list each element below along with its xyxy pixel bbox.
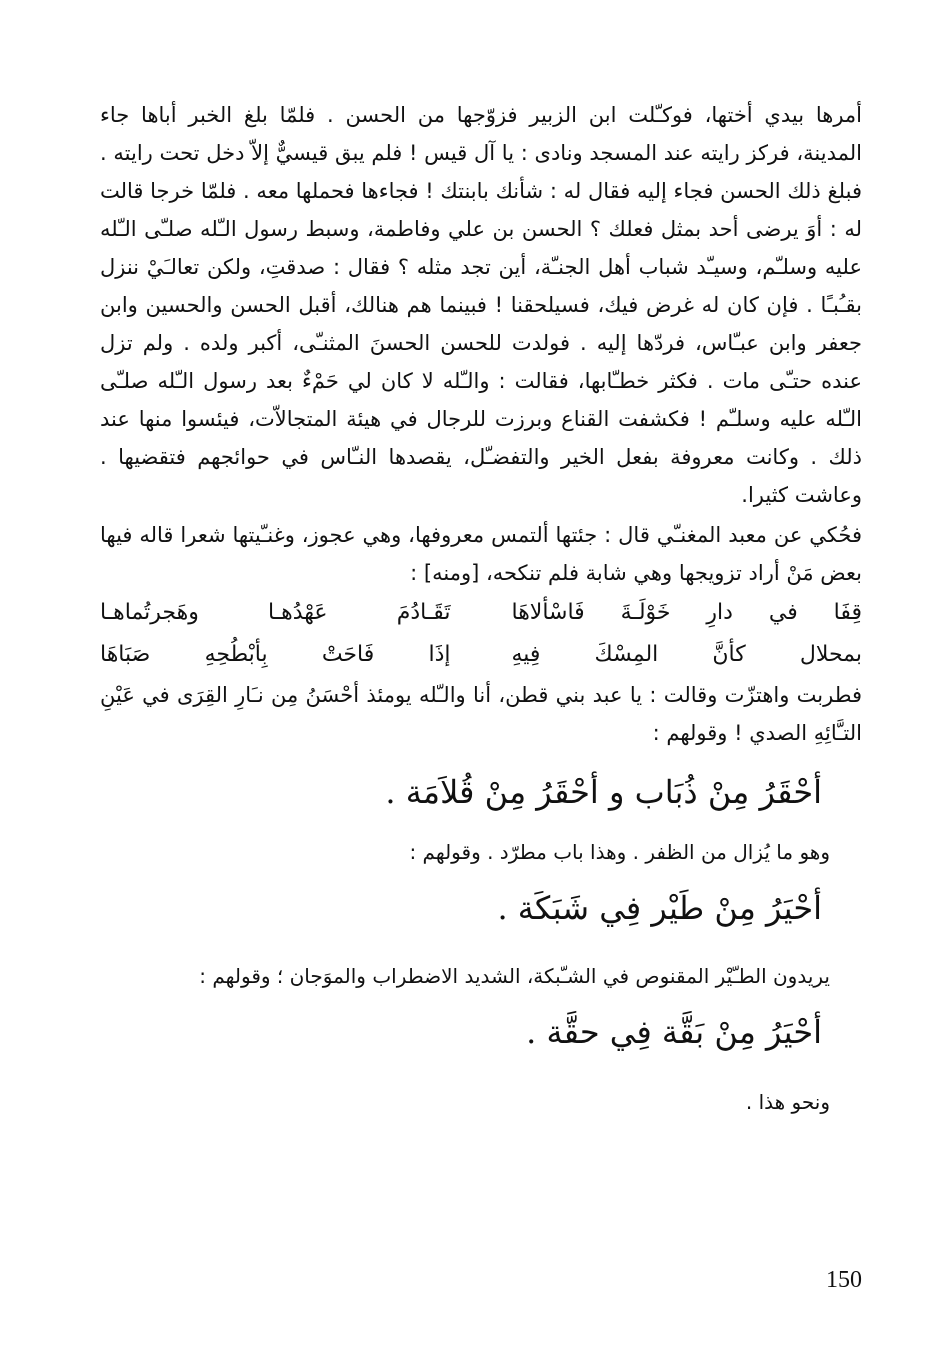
poem-verse-2	[100, 634, 862, 676]
verse-1-first-hemistich: قِفَا في دارِ خَوْلَـةَ فَاسْألاهَا	[511, 600, 862, 625]
paragraph-after-poem: فطربت واهتزّت وقالت : يا عبد بني قطن، أنا والـّله يومئذ أحْسَنُ مِن نـَارِ القِرَى في عَيْنِ التـَّائِهِ الصدي ! وقولهم :	[100, 683, 862, 745]
verse-1-second-hemistich: تَقَـادُمَ عَهْدُهـا وهَجرتُماهـا	[100, 600, 451, 625]
poem	[100, 592, 862, 676]
proverb-3: أحْيَرُ مِنْ بَقَّة فِي حقَّة .	[526, 1013, 822, 1051]
page-number: 150	[826, 1267, 862, 1293]
proverb-1: أحْقَرُ مِنْ ذُبَاب و أحْقَرُ مِنْ قُلاَمَة .	[385, 773, 822, 811]
proverb-3-gloss: ونحو هذا .	[745, 1090, 830, 1114]
document-page	[100, 96, 862, 1118]
poem-verse-1	[100, 592, 862, 634]
paragraph-maabad: فحُكي عن معبد المغنـّي قال : جئتها ألتمس معروفها، وهي عجوز، وغنـّيتها شعرا قاله فيها بعض مَنْ أراد تزويجها وهي شابة فلم تنكحه، [ومنه] :	[100, 523, 862, 585]
proverb-2: أحْيَرُ مِنْ طَيْر فِي شَبَكَة .	[497, 889, 822, 927]
proverb-2-gloss: يريدون الطـّيْر المقنوص في الشـّبكة، الشديد الاضطراب والموَجان ؛ وقولهم :	[199, 964, 830, 988]
proverb-1-gloss: وهو ما يُزال من الظفر . وهذا باب مطرّد . وقولهم :	[409, 840, 830, 864]
verse-2-first-hemistich: بمحلال كأنَّ المِسْكَ فِيهِ	[511, 642, 862, 667]
verse-2-second-hemistich: إذَا فَاحَتْ بِأبْطُحِهِ صَبَاهَا	[100, 642, 451, 667]
paragraph-story: أمرها بيدي أختها، فوكـّلت ابن الزبير فزوّجها من الحسن . فلمّا بلغ الخبر أباها جاء المدينة، فركز رايته عند المسجد ونادى : يا آل قيس ! فلم يبق قيسيٌّ إلاّ دخل تحت رايته . فبلغ ذلك الحسن فجاء إليه فقال له : شأنك بابنتك ! فجاءها فحملها معه . فلمّا خرجا قالت له : أوَ يرضى أحد بمثل فعلك ؟ الحسن بن علي وفاطمة، وسبط رسول الـّله صلـّى الـّله عليه وسلـّم، وسيـّد شباب أهل الجنـّة، أين تجد مثله ؟ فقال : صدقتِ، ولكن تعالـَيْ ننزل بقـُبـًا . فإن كان له غرض فيك، فسيلحقنا ! فبينما هم هنالك، أقبل الحسن والحسين وابن جعفر وابن عبـّاس، فردّها إليه . فولدت للحسن الحسنَ المثنـّى، أكبر ولده . ولم تزل عنده حتـّى مات . فكثر خطـّابها، فقالت : والـّله لا كان لي حَمْءٌ بعد رسول الـّله صلـّى الـّله عليه وسلـّم ! فكشفت القناع وبرزت للرجال في هيئة المتجالاّت، فيئسوا منها عند ذلك . وكانت معروفة بفعل الخير والتفضـّل، يقصدها النـّاس في حوائجهم فتقضيها . وعاشت كثيرا.	[100, 103, 862, 507]
